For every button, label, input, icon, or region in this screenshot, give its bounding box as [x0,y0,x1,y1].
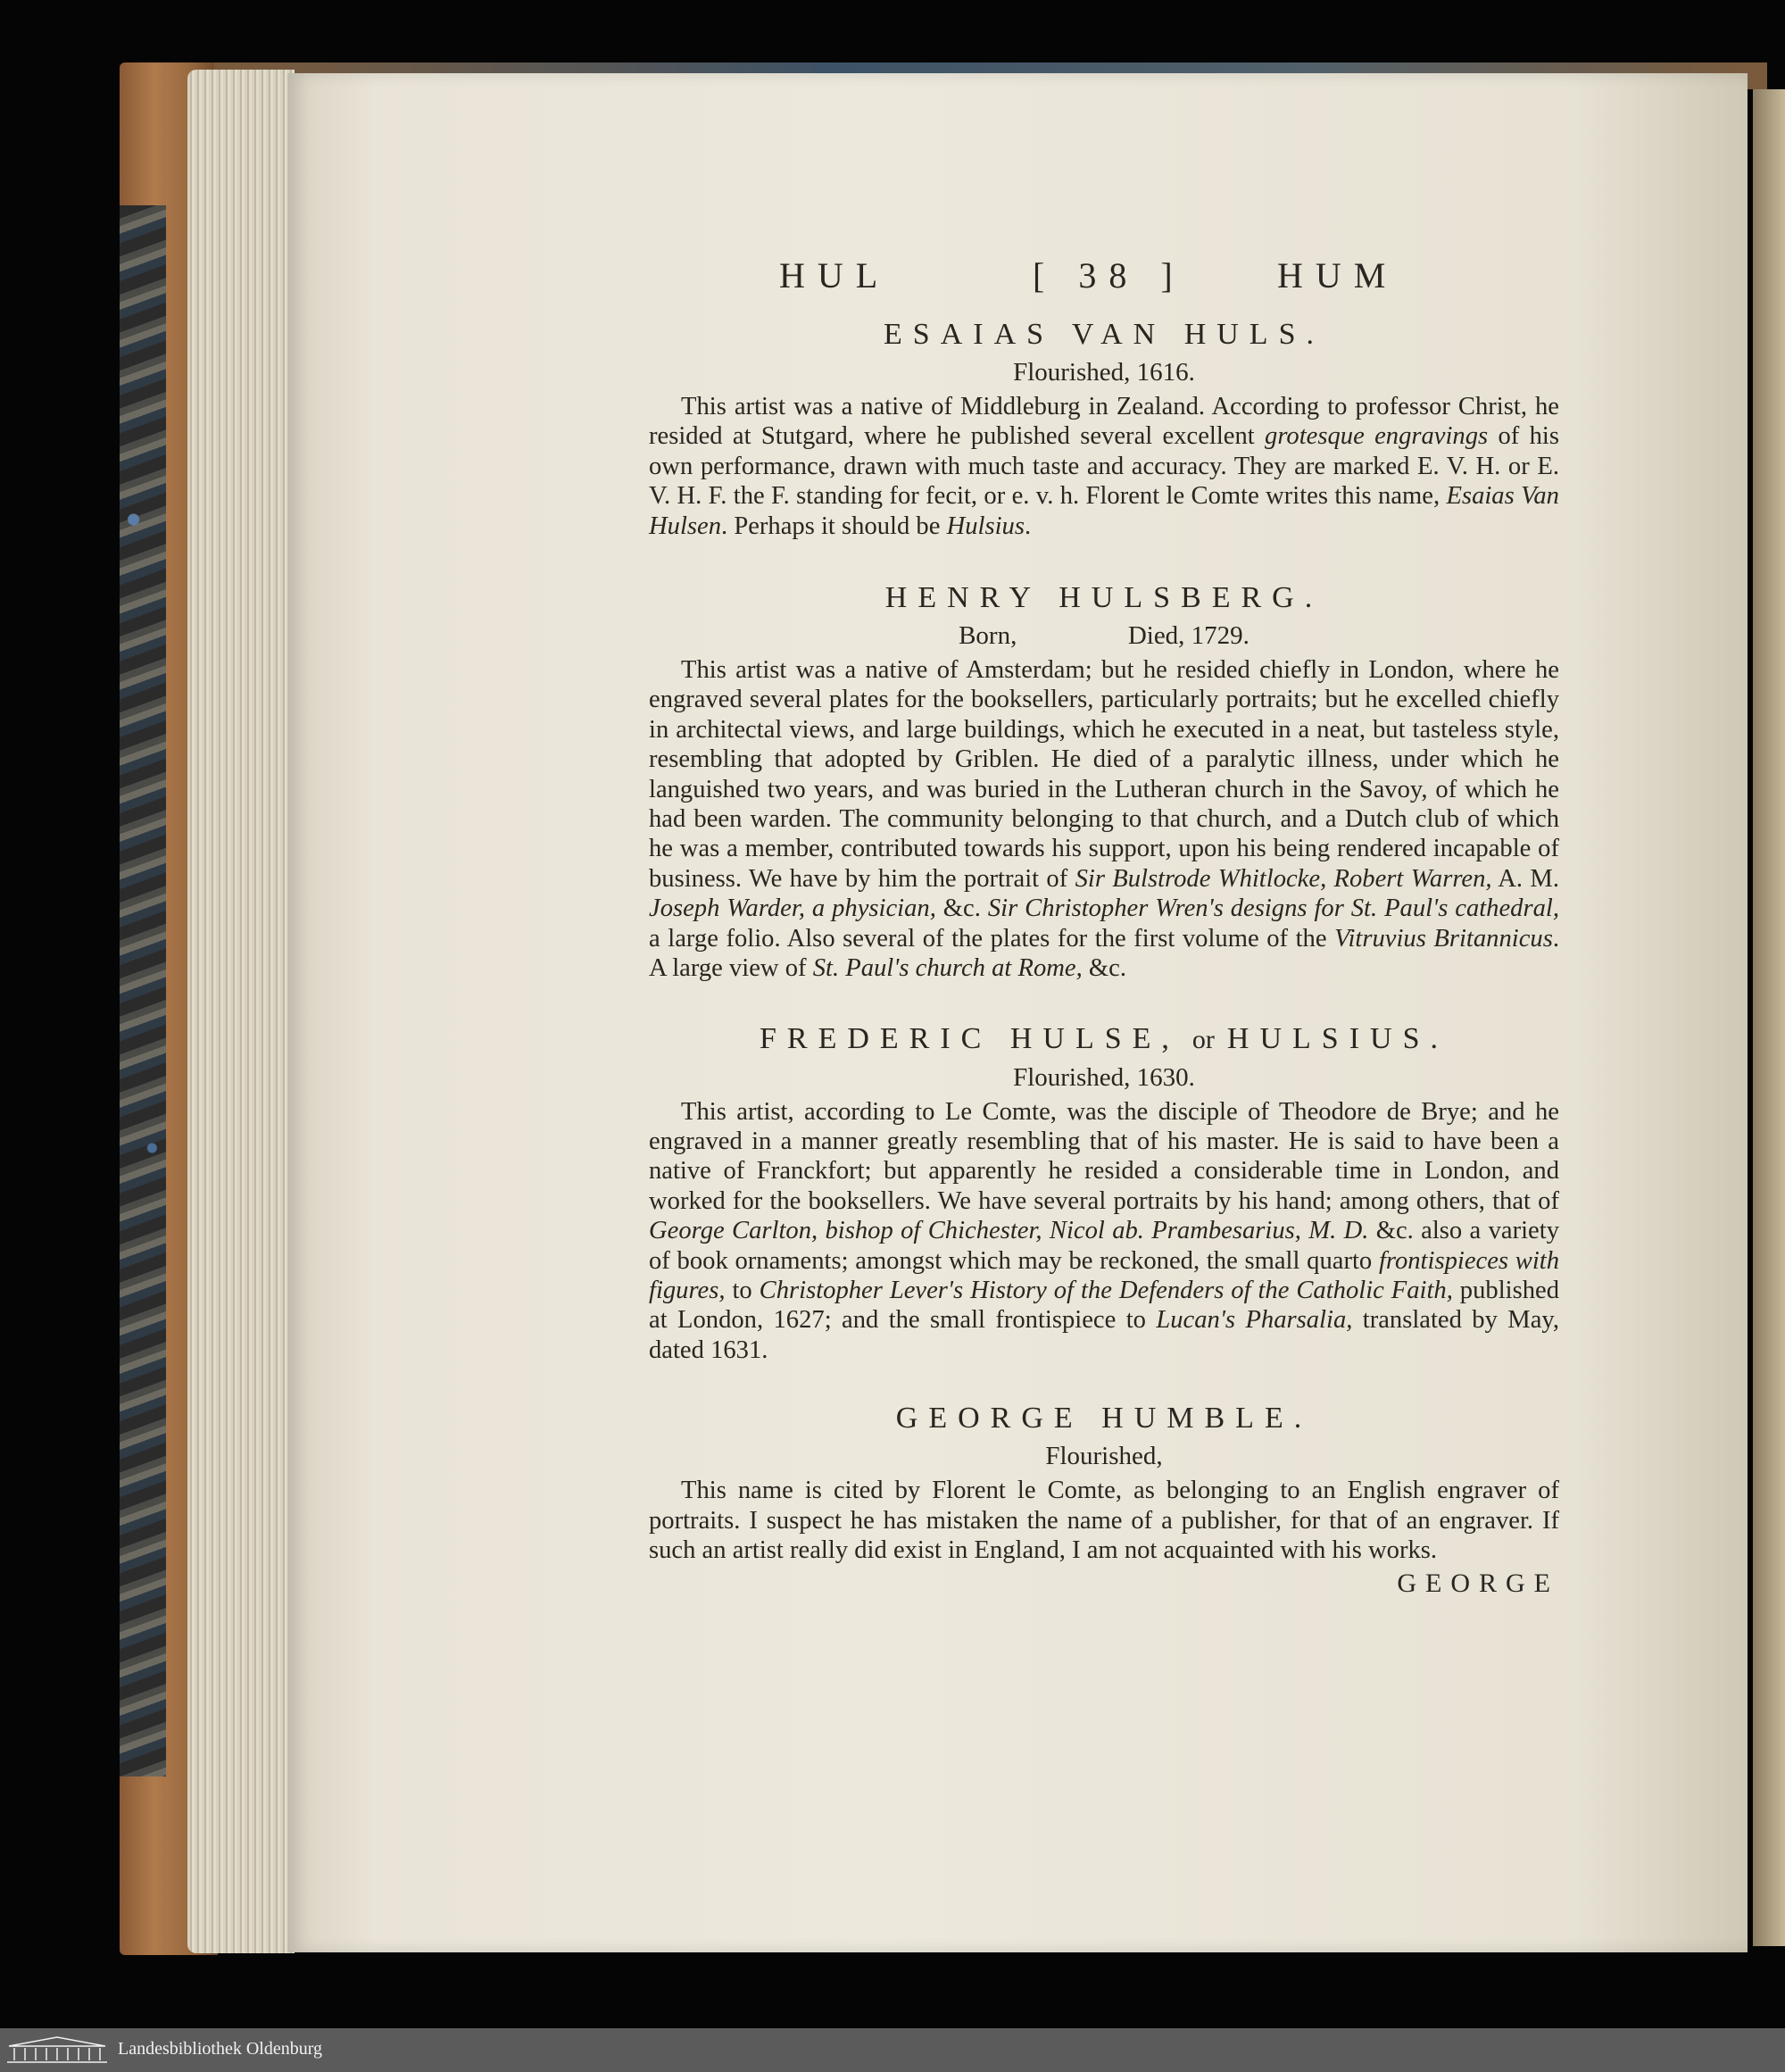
entry-body [649,392,1559,541]
text-run: . [1024,512,1032,540]
running-head-left: HUL [779,255,891,295]
entry-body [649,655,1559,983]
text-run: This artist was a native of Amsterdam; but he resided chiefly in London, where he engraved several plates for the booksellers, particularly portraits; but he excelled chiefly in architectal views, and large buildings, which he executed in a neat, but tasteless style, resembling that adopted by Griblen. He died of a paralytic illness, under which he languished two years, and was buried in the Lutheran church in the Savoy, of which he had been warden. The community belonging to that church, and a Dutch club of which he was a member, contributed towards his support, upon his being rendered incapable of business. We have by him the portrait of [649,656,1559,893]
entry-title-or: or [1191,1024,1215,1054]
text-run: This artist was a native of Middleburg in Zealand. According to professor Christ, he resided at Stutgard, where he published several excellent [649,393,1559,451]
entry-title-part-a: FREDERIC HULSE, [760,1021,1180,1055]
entry-george-humble [649,1399,1559,1565]
facing-page-edge [1753,89,1785,1946]
entry-title [649,1019,1559,1060]
italic-run: Sir Christopher Wren's designs for St. Paul's cathedral, [987,895,1559,923]
italic-run: George Carlton, bishop of Chichester, Nicol ab. Prambesarius, M. D. [649,1217,1369,1245]
text-run: a large folio. Also several of the plates for the first volume of the [649,924,1335,953]
entry-date-born: Born, [959,621,1017,651]
running-head-right: HUM [1277,255,1399,295]
running-head [649,254,1559,304]
italic-run: Joseph Warder, a physician, [649,895,936,923]
text-run: &c. [1082,954,1127,983]
entry-date [649,618,1559,653]
catchword: GEORGE [1397,1569,1559,1599]
entry-title: GEORGE HUMBLE. [895,1402,1313,1435]
entry-title: ESAIAS VAN HULS. [884,318,1324,351]
viewer-footer [0,2028,1785,2072]
entry-body [649,1476,1559,1565]
text-run: to [725,1276,760,1304]
italic-run: frontispieces with figures, [649,1246,1560,1304]
text-run: A. M. [1491,864,1559,893]
text-run: &c. also a variety of book ornaments; amongst which may be reckoned, the small quarto [649,1217,1559,1275]
text-run: published at London, 1627; and the small frontispiece to [649,1276,1560,1335]
text-run: translated by May, dated 1631. [649,1306,1559,1364]
italic-run: Sir Bulstrode Whitlocke, Robert Warren, [1075,864,1492,893]
entry-date: Flourished, 1616. [1013,358,1195,387]
italic-run: grotesque engravings [1265,422,1489,451]
entry-esaias-van-huls [649,315,1559,541]
italic-run: Lucan's Pharsalia, [1156,1306,1353,1335]
text-run: This name is cited by Florent le Comte, as belonging to an English engraver of portraits. I suspect he has mistaken the name of a publisher, for that of an engraver. If such an artist really did exist in England, I am not acquainted with his works. [649,1477,1559,1564]
italic-run: Vitruvius Britannicus [1334,924,1553,953]
entry-title-part-b: HULSIUS. [1226,1021,1449,1055]
entry-henry-hulsberg [649,578,1559,983]
entry-date-died: Died, 1729. [1127,621,1250,651]
entry-frederic-hulse [649,1019,1559,1366]
entry-title: HENRY HULSBERG. [884,581,1324,615]
italic-run: Christopher Lever's History of the Defenders of the Catholic Faith, [759,1276,1453,1304]
text-run: &c. [935,895,988,923]
page-content [649,254,1559,1599]
page-edges [187,70,295,1953]
italic-run: Esaias Van Hulsen [649,482,1559,540]
page-number: [ 38 ] [1033,255,1185,295]
entry-date: Flourished, 1630. [1013,1062,1195,1092]
library-name: Landesbibliothek Oldenburg [118,2039,323,2059]
entry-date: Flourished, [1045,1442,1163,1471]
text-run: This artist, according to Le Comte, was the disciple of Theodore de Brye; and he engraved in a manner greatly resembling that of his master. He is said to have been a native of Franckfort; but apparently he resided a considerable time in London, and worked for the booksellers. We have several portraits by his hand; among others, that of [649,1097,1559,1215]
library-building-logo-icon [5,2035,109,2064]
text-run: . A large view of [649,924,1559,983]
italic-run: St. Paul's church at Rome, [812,954,1083,983]
marbled-endpaper [120,205,166,1777]
italic-run: Hulsius [946,512,1025,540]
entry-body [649,1097,1559,1366]
text-run: of his own performance, drawn with much taste and accuracy. They are marked E. V. H. or E. V. H. F. the F. standing for fecit, or e. v. h. Florent le Comte writes this name, [649,422,1559,511]
text-run: . Perhaps it should be [721,512,947,540]
